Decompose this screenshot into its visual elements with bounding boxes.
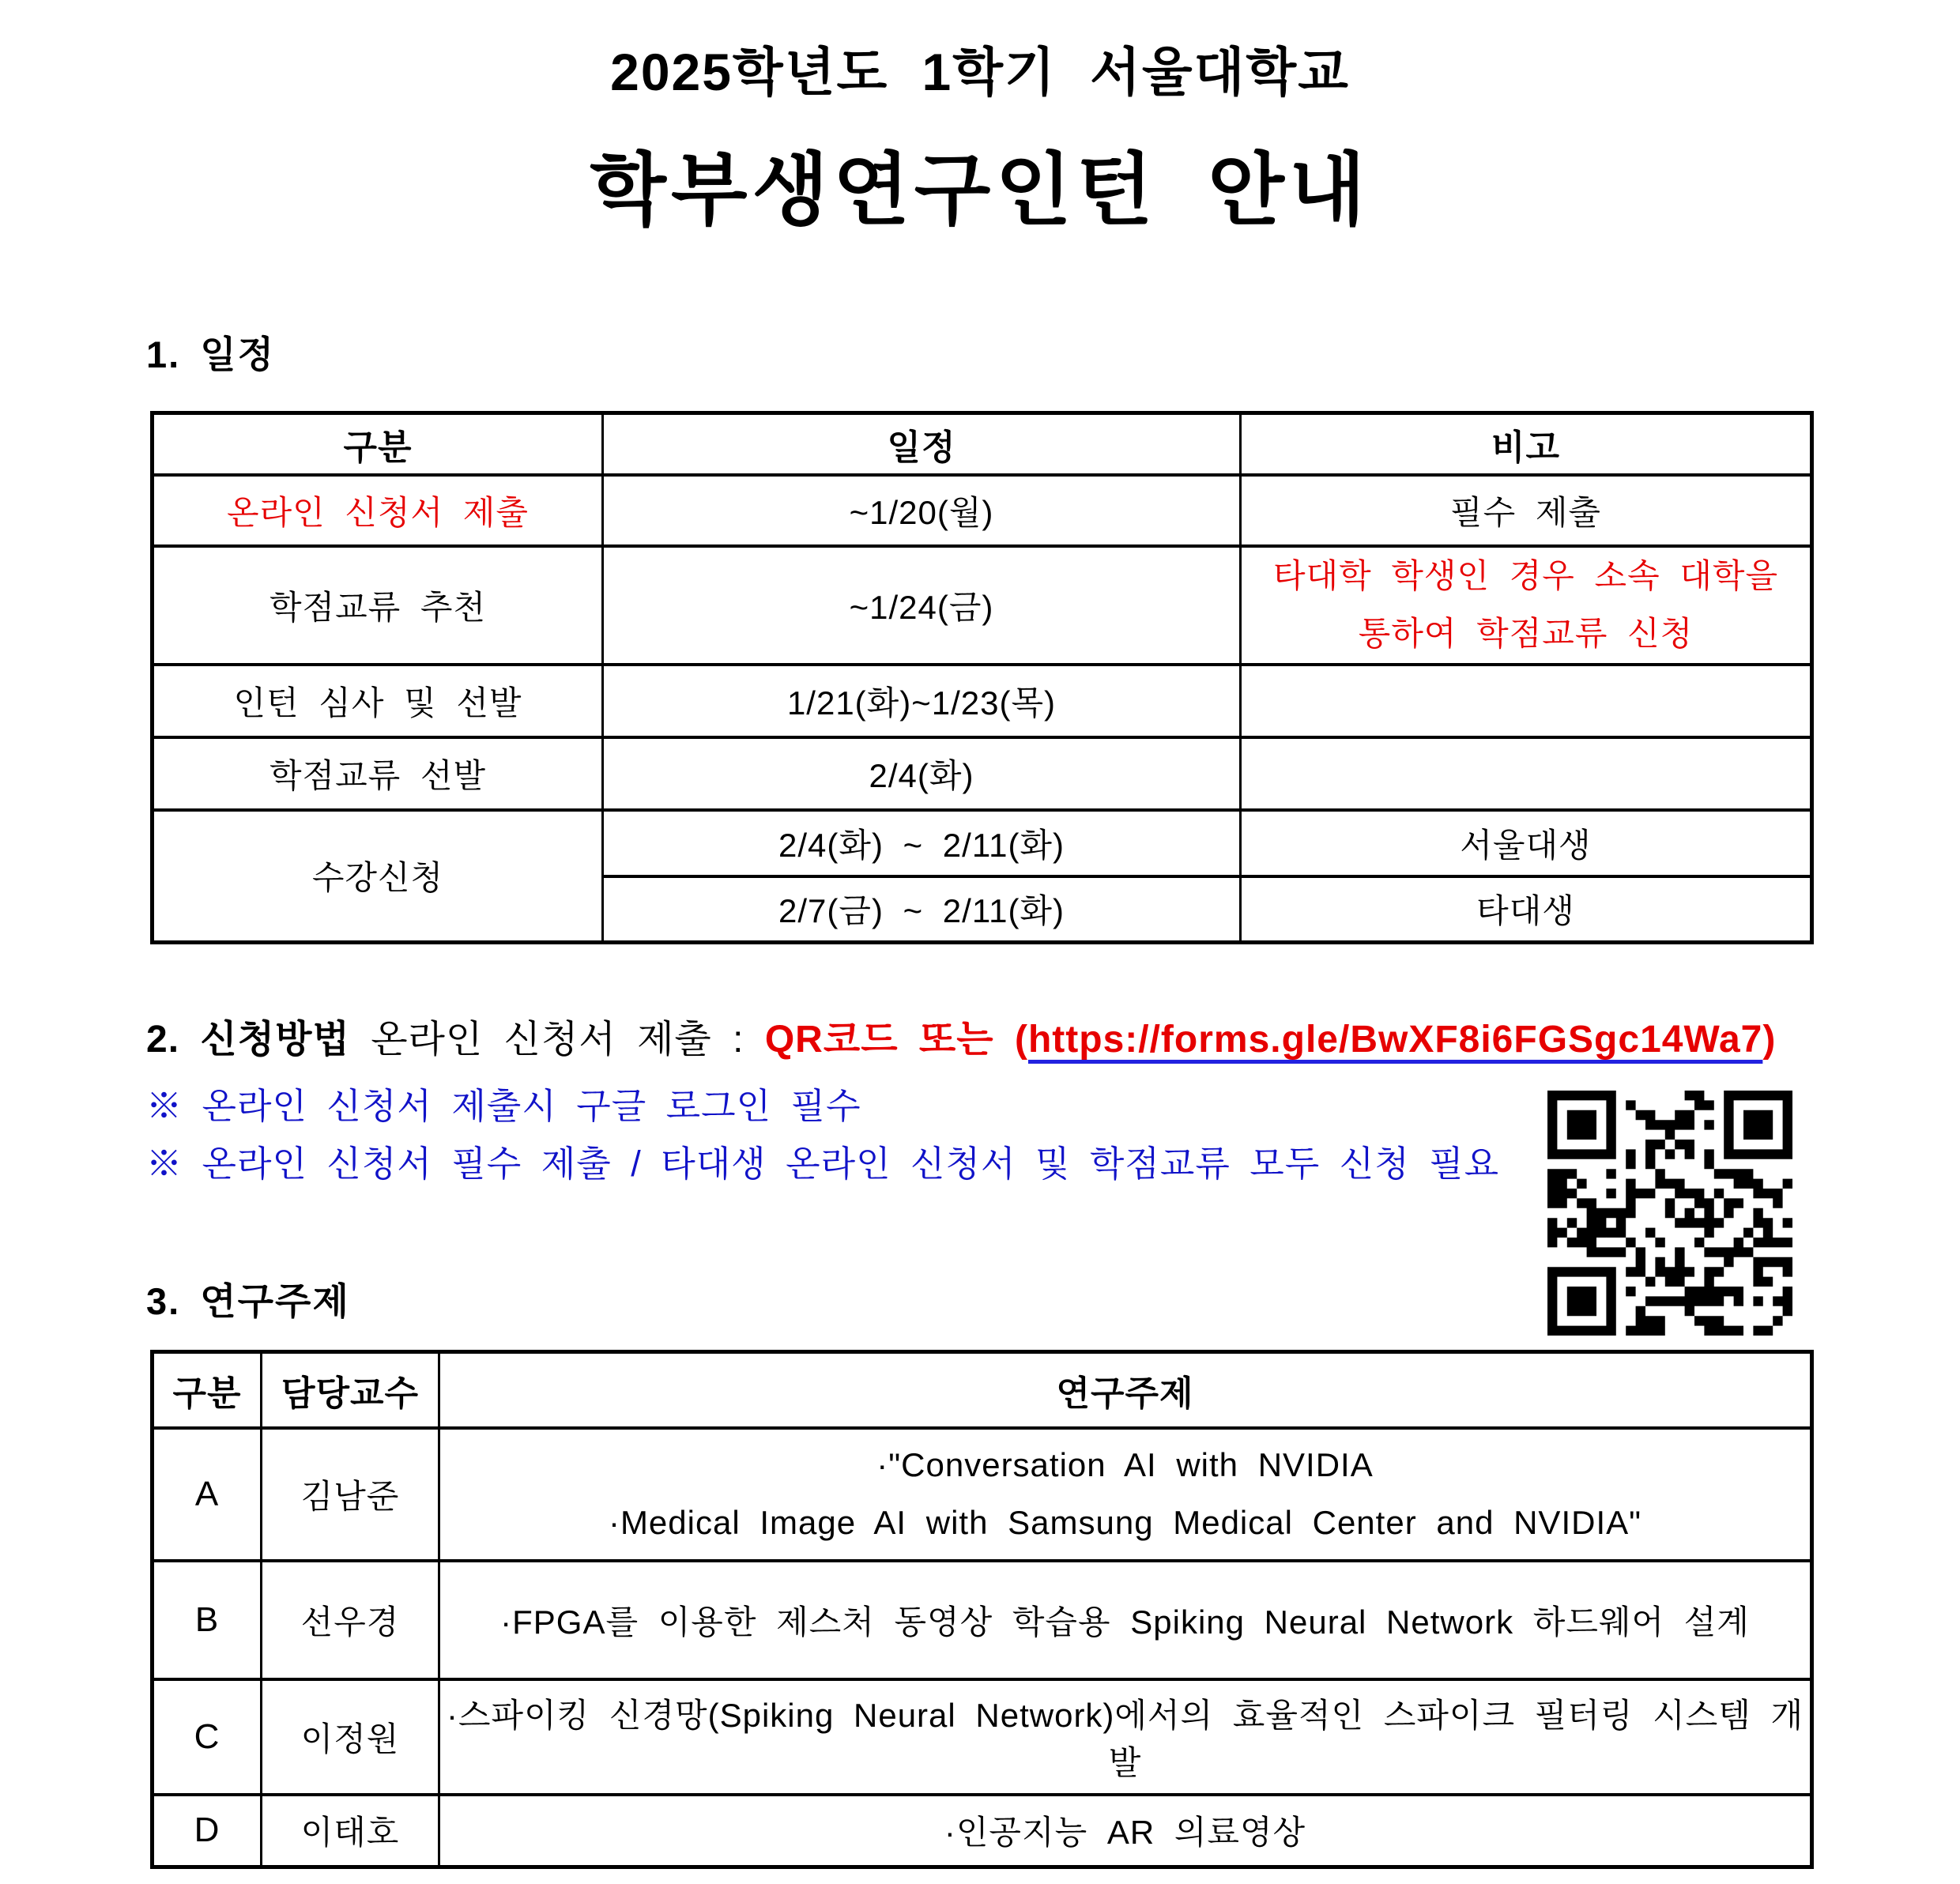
schedule-cell: ~1/24(금) bbox=[603, 546, 1241, 665]
form-link[interactable]: https://forms.gle/BwXF8i6FGSgc14Wa7 bbox=[1027, 1019, 1763, 1061]
table-row bbox=[153, 546, 1812, 665]
schedule-section-heading: 1. 일정 bbox=[146, 333, 276, 375]
topic-cell: ·FPGA를 이용한 제스처 동영상 학습용 Spiking Neural Network 하드웨어 설계 bbox=[439, 1561, 1812, 1679]
table-row bbox=[153, 1679, 1812, 1795]
qr-or-text: QR코드 또는 bbox=[764, 1019, 994, 1061]
document-title: 학부생연구인턴 안내 bbox=[590, 146, 1370, 235]
table-row bbox=[153, 810, 1812, 876]
note-cell: 서울대생 bbox=[1241, 810, 1812, 876]
paren-open: ( bbox=[1014, 1019, 1028, 1061]
paren-close: ) bbox=[1762, 1019, 1777, 1061]
schedule-header-row bbox=[153, 413, 1812, 475]
category-cell: 학점교류 추천 bbox=[153, 546, 603, 665]
table-row bbox=[153, 1428, 1812, 1561]
category-cell: 온라인 신청서 제출 bbox=[153, 475, 603, 546]
document-subtitle: 2025학년도 1학기 서울대학교 bbox=[610, 43, 1350, 101]
note-cell bbox=[1241, 737, 1812, 810]
table-row bbox=[153, 475, 1812, 546]
schedule-cell: 1/21(화)~1/23(목) bbox=[603, 665, 1241, 737]
schedule-cell: 2/4(화) ~ 2/11(화) bbox=[603, 810, 1241, 876]
professor-cell: 선우경 bbox=[262, 1561, 439, 1679]
schedule-col-header-note: 비고 bbox=[1241, 413, 1812, 475]
table-row bbox=[153, 737, 1812, 810]
category-cell: 수강신청 bbox=[153, 810, 603, 943]
table-row bbox=[153, 665, 1812, 737]
schedule-cell: ~1/20(월) bbox=[603, 475, 1241, 546]
group-cell: C bbox=[153, 1679, 262, 1795]
category-cell: 학점교류 선발 bbox=[153, 737, 603, 810]
group-cell: B bbox=[153, 1561, 262, 1679]
group-cell: D bbox=[153, 1795, 262, 1867]
apply-section-heading: 2. 신청방법 bbox=[146, 1019, 350, 1061]
schedule-cell: 2/4(화) bbox=[603, 737, 1241, 810]
table-row bbox=[153, 1795, 1812, 1867]
topic-cell bbox=[439, 1428, 1812, 1561]
professor-cell: 김남준 bbox=[262, 1428, 439, 1561]
qr-code-icon bbox=[1547, 1091, 1792, 1336]
topics-col-header-professor: 담당교수 bbox=[262, 1352, 439, 1428]
note-cell: 필수 제출 bbox=[1241, 475, 1812, 546]
category-cell: 인턴 심사 및 선발 bbox=[153, 665, 603, 737]
topic-cell: ·스파이킹 신경망(Spiking Neural Network)에서의 효율적인 스파이크 필터링 시스템 개발 bbox=[439, 1679, 1812, 1795]
apply-instruction-text: 온라인 신청서 제출 : bbox=[371, 1019, 744, 1061]
note-cell bbox=[1241, 546, 1812, 665]
topic-cell: ·인공지능 AR 의료영상 bbox=[439, 1795, 1812, 1867]
schedule-table bbox=[150, 411, 1814, 944]
submission-requirement-note: ※ 온라인 신청서 필수 제출 / 타대생 온라인 신청서 및 학점교류 모두 신청 필요 bbox=[146, 1144, 1500, 1184]
topic-line: ·Medical Image AI with Samsung Medical Center and NVIDIA" bbox=[608, 1503, 1642, 1541]
schedule-col-header-date: 일정 bbox=[603, 413, 1241, 475]
apply-instruction bbox=[146, 1008, 1776, 1063]
schedule-cell: 2/7(금) ~ 2/11(화) bbox=[603, 876, 1241, 943]
note-line: 통하여 학점교류 신청 bbox=[1358, 614, 1694, 652]
table-row bbox=[153, 1561, 1812, 1679]
topic-line: ·"Conversation AI with NVIDIA bbox=[876, 1446, 1374, 1484]
group-cell: A bbox=[153, 1428, 262, 1561]
topics-table bbox=[150, 1350, 1814, 1869]
note-cell bbox=[1241, 665, 1812, 737]
topics-header-row bbox=[153, 1352, 1812, 1428]
schedule-col-header-category: 구분 bbox=[153, 413, 603, 475]
topics-col-header-group: 구분 bbox=[153, 1352, 262, 1428]
note-cell: 타대생 bbox=[1241, 876, 1812, 943]
note-line: 타대학 학생인 경우 소속 대학을 bbox=[1272, 557, 1779, 595]
professor-cell: 이정원 bbox=[262, 1679, 439, 1795]
topics-section-heading: 3. 연구주제 bbox=[146, 1280, 350, 1322]
topics-col-header-topic: 연구주제 bbox=[439, 1352, 1812, 1428]
google-login-note: ※ 온라인 신청서 제출시 구글 로그인 필수 bbox=[146, 1086, 861, 1126]
professor-cell: 이태호 bbox=[262, 1795, 439, 1867]
